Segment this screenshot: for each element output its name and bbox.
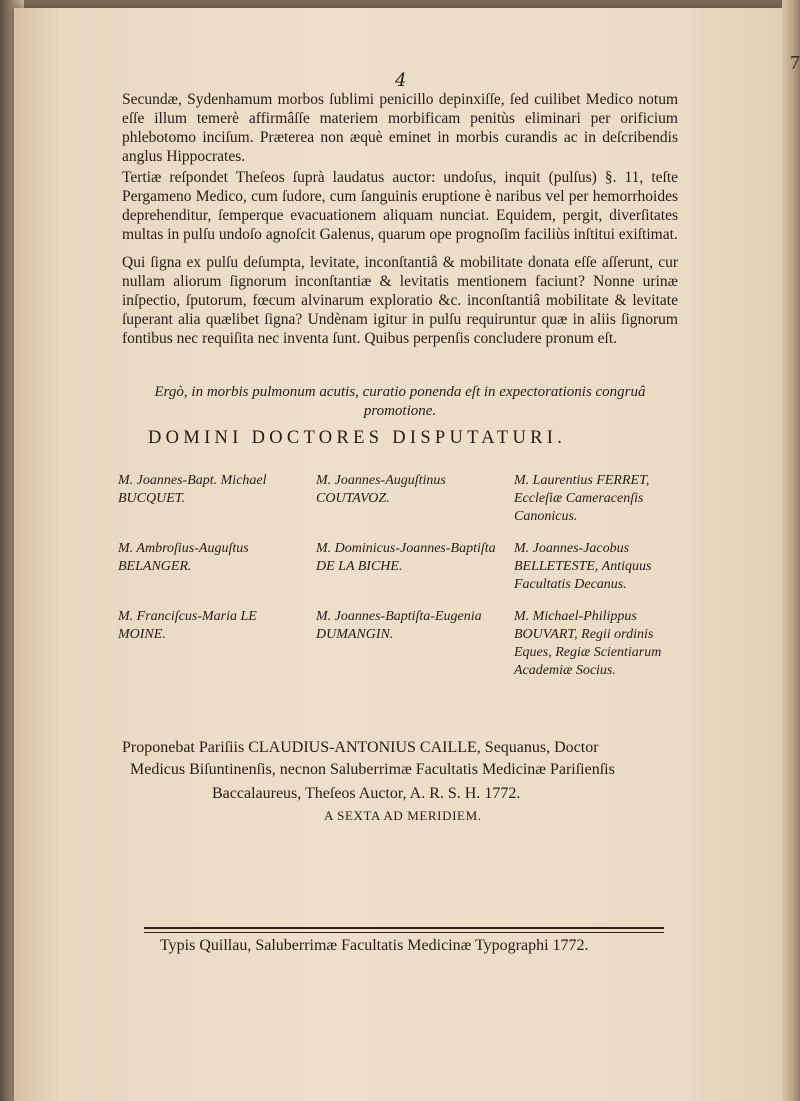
doctor-name: M. Joannes-Auguſtinus COUTAVOZ. (316, 473, 446, 506)
proponent-line: Baccalaureus, Theſeos Auctor, A. R. S. H. 1772. (212, 785, 521, 802)
divider-rule (144, 932, 664, 933)
doctor-name: M. Dominicus-Joannes-Baptiſta DE LA BICHE. (316, 541, 496, 574)
doctor-name: M. Ambroſius-Auguſtus BELANGER. (118, 541, 249, 574)
divider-rule (144, 927, 664, 929)
doctors-heading: DOMINI DOCTORES DISPUTATURI. (148, 428, 567, 448)
paragraph-tertiae: Tertiæ reſpondet Theſeos ſuprà laudatus auctor: undoſus, inquit (pulſus) §. 11, teſte Pergameno Medico, cum ſudore, cum ſanguinis eruptione è naribus vel per hemorrhoides deprehenditur, ſemperque evacuationem aliquam nunciat. Equidem, pergit, diverſitates multas in pulſu undoſo agnoſcit Galenus, quarum ope prognoſim faciliùs inſtitui exiſtimat. (122, 169, 678, 243)
proponent-line: Medicus Biſuntinenſis, necnon Saluberrimæ Facultatis Medicinæ Pariſienſis (130, 761, 615, 778)
paragraph-conclusion-argument: Qui ſigna ex pulſu deſumpta, levitate, inconſtantiâ & mobilitate donata eſſe aſſerunt, cur nullam aliorum ſignorum inconſtantiæ & levitatis mentionem faciunt? Nonne urinæ inſpectio, ſputorum, fœcum alvinarum exploratio &c. inconſtantiâ mobilitate & levitate ſuperant alia quælibet ſigna? Undènam igitur in pulſu requiruntur quæ in aliis ſignorum fontibus nec requiſita nec inventa ſunt. Quibus perpenſis concludere pronum eſt. (122, 254, 678, 347)
doctor-name: M. Joannes-Baptiſta-Eugenia DUMANGIN. (316, 609, 482, 642)
page-number: 4 (395, 70, 407, 91)
printer-imprint: Typis Quillau, Saluberrimæ Facultatis Medicinæ Typographi 1772. (160, 937, 589, 954)
doctors-list (118, 472, 702, 680)
page-edge (782, 0, 800, 1101)
doctor-name: M. Joannes-Bapt. Michael BUCQUET. (118, 473, 267, 506)
time-line: A SEXTA AD MERIDIEM. (324, 808, 482, 823)
paragraph-secundae: Secundæ, Sydenhamum morbos ſublimi penicillo depinxiſſe, ſed cuilibet Medico notum eſſe illum temerè affirmâſſe materiem morbificam penitùs eliminari per orificium phlebotomo inciſum. Præterea non æquè eminet in morbis curandis ac in deſcribendis anglus Hippocrates. (122, 91, 678, 165)
proponent-line: Proponebat Pariſiis CLAUDIUS-ANTONIUS CAILLE, Sequanus, Doctor (122, 739, 599, 756)
thesis-conclusion: Ergò, in morbis pulmonum acutis, curatio ponenda eſt in expectorationis congruâ promotione. (154, 384, 646, 419)
doctor-name: M. Michael-Philippus BOUVART, Regii ordinis Eques, Regiæ Scientiarum Academiæ Socius. (514, 609, 662, 678)
doctor-name: M. Joannes-Jacobus BELLETESTE, Antiquus Facultatis Decanus. (514, 541, 652, 592)
doctor-name: M. Franciſcus-Maria LE MOINE. (118, 609, 257, 642)
doctor-name: M. Laurentius FERRET, Eccleſiæ Cameracenſis Canonicus. (514, 473, 650, 524)
margin-mark: 7 (790, 52, 800, 74)
